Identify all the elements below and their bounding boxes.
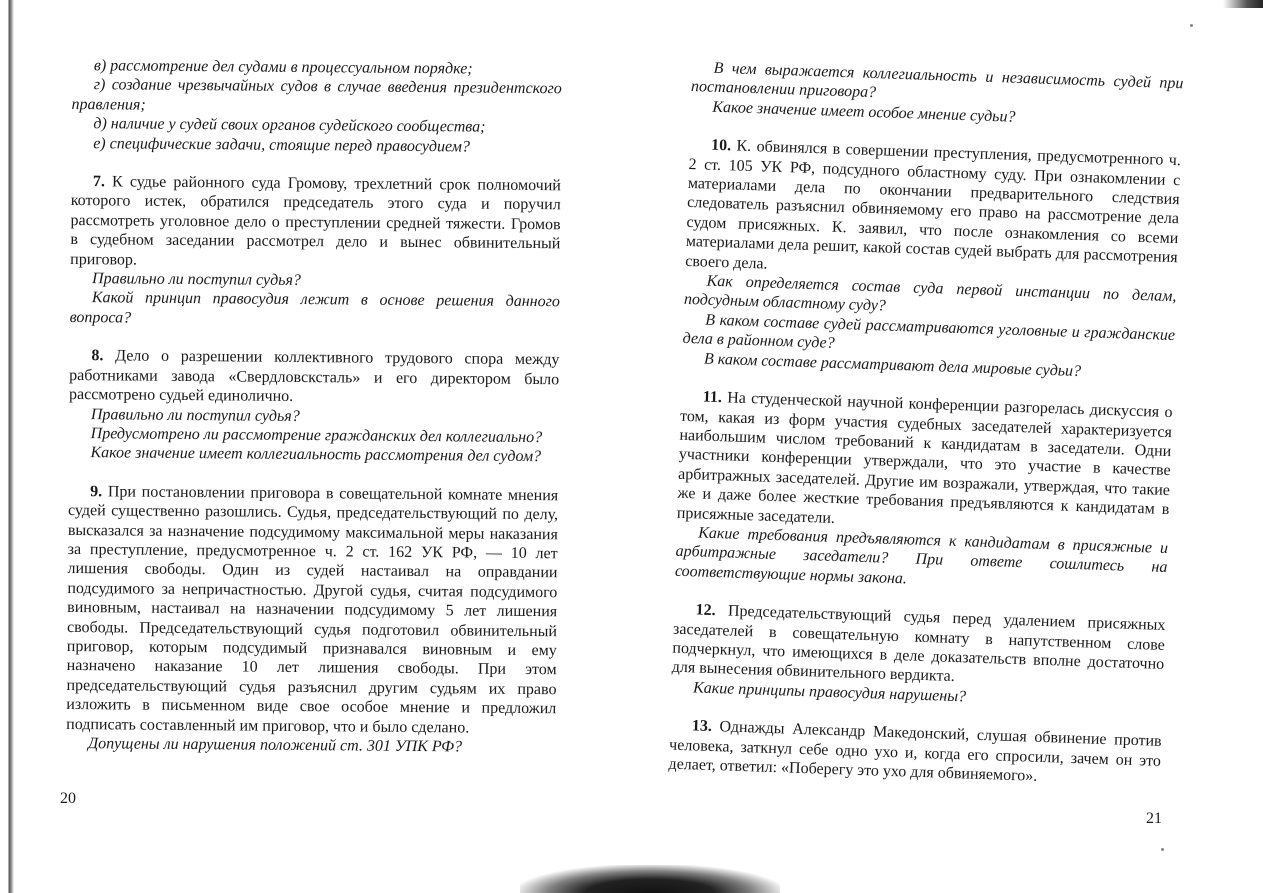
list-item: д) наличие у судей своих органов судейского сообщества;: [93, 115, 486, 136]
question-7: [70, 172, 561, 273]
page-number-left: 20: [60, 790, 76, 807]
question-10: [685, 135, 1181, 287]
question-number: 8.: [91, 347, 104, 365]
question-text: На студенческой научной конференции разгорелась дискуссия о том, какая из форм участия судебных заседателей характеризуется наибольшим числом требований к кандидатам в заседатели. Одни участники конференции утверждали, что это участие в качестве арбитражных заседателей. Другие им возражали, утверждая, что такие же и даже более жесткие требования предъявляются к кандидатам в присяжные заседатели.: [676, 389, 1173, 527]
left-page: [66, 56, 562, 758]
question-prompt: В чем выражается коллегиальность и независимость судей при постановлении приговора?: [690, 59, 1184, 102]
question-prompt: Какие требования предъявляются к кандидатам в присяжные и арбитражные заседатели? При ответе сошлитесь на соответствующие нормы закона.: [674, 524, 1169, 588]
question-prompt: В каком составе рассматривают дела мировые судьи?: [703, 350, 1082, 380]
question-number: 7.: [92, 173, 105, 191]
question-prompt: Допущены ли нарушения положений ст. 301 УПК РФ?: [87, 735, 463, 756]
question-number: 13.: [691, 717, 713, 736]
list-item: в) рассмотрение дел судами в процессуальном порядке;: [93, 57, 473, 78]
question-text: Однажды Александр Македонский, слушая обвинение против человека, заткнул себе одно ухо и, когда его спросили, зачем он это делает, ответил: «Поберегу это ухо для обвиняемого».: [668, 718, 1162, 785]
question-prompt: Какие принципы правосудия нарушены?: [692, 679, 967, 706]
scan-artifact-bottom: [520, 865, 780, 893]
question-prompt: Какое значение имеет коллегиальность рассмотрения дел судом?: [90, 444, 542, 466]
list-item: е) специфические задачи, стоящие перед правосудием?: [93, 134, 471, 156]
scan-binding-edge: [0, 0, 14, 893]
question-prompt: Как определяется состав суда первой инстанции по делам, подсудным областному суду?: [683, 272, 1177, 316]
scan-speck: [1161, 848, 1164, 851]
page-number-right: 21: [1146, 810, 1162, 827]
question-prompt: Какой принцип правосудия лежит в основе решения данного вопроса?: [69, 289, 560, 327]
question-text: К судье районного суда Громову, трехлетний срок полномочий которого истек, обратился председатель этого суда и поручил рассмотреть уголовное дело о преступлении средней тяжести. Громов в судебном заседании рассмотрел дело и вынес обвинительный приговор.: [70, 173, 561, 269]
question-text: Председательствующий судья перед удалением присяжных заседателей в совещательную комнату в напутственном слове подчеркнул, что имеющихся в деле доказательств вполне достаточно для вынесения обвинительного вердикта.: [671, 602, 1166, 686]
question-number: 10.: [710, 136, 732, 155]
question-prompt: Правильно ли поступил судья?: [90, 405, 300, 425]
question-text: К. обвинялся в совершении преступления, предусмотренного ч. 2 ст. 105 УК РФ, подсудного областному суду. При ознакомлении с материалами дела по окончании предварительного следствия следователь разъяснил обвиняемому его право на рассмотрение дела судом присяжных. К. заявил, что после ознакомления со всеми материалами дела решит, какой состав судей выбрать для рассмотрения своего дела.: [684, 137, 1182, 273]
question-text: Дело о разрешении коллективного трудового спора между работниками завода «Свердловсксталь» и его директором было рассмотрено судьей единолично.: [68, 347, 560, 406]
right-page: [668, 58, 1183, 790]
question-prompt: Правильно ли поступил судья?: [91, 270, 301, 290]
question-prompt: Какое значение имеет особое мнение судьи?: [712, 98, 1016, 126]
scan-speck: [1190, 24, 1193, 27]
question-prompt: Предусмотрено ли рассмотрение гражданских дел коллегиально?: [90, 425, 543, 447]
question-prompt: В каком составе судей рассматриваются уголовные и гражданские дела в районном суде?: [682, 311, 1176, 353]
question-11: [677, 387, 1173, 539]
scan-artifact-top: [1223, 0, 1263, 8]
question-number: 12.: [695, 601, 716, 620]
list-item: г) создание чрезвычайных судов в случае введения президентского правления;: [71, 76, 562, 114]
question-text: При постановлении приговора в совещательной комнате мнения судей существенно разошлись. Судья, председательствующий по делу, высказался за назначение подсудимому максимальной меры наказания за преступление, предусмотренное ч. 2 ст. 162 УК РФ, — 10 лет лишения свободы. Один из судей настаивал на оправдании подсудимого за непричастностью. Другой судья, считая подсудимого виновным, настаивал на назначении подсудимому 5 лет лишения свободы. Председательствующий судья подготовил обвинительный приговор, которым подсудимый признавался виновным и ему назначено наказание 10 лет лишения свободы. При этом председательствующий судья разъяснил другим судьям их право изложить в письменном виде свое особое мнение и предложил подписать составленный им приговор, что и было сделано.: [66, 483, 559, 737]
question-number: 9.: [90, 482, 103, 500]
question-8: [69, 346, 559, 408]
question-number: 11.: [702, 388, 723, 407]
question-9: [66, 482, 558, 739]
